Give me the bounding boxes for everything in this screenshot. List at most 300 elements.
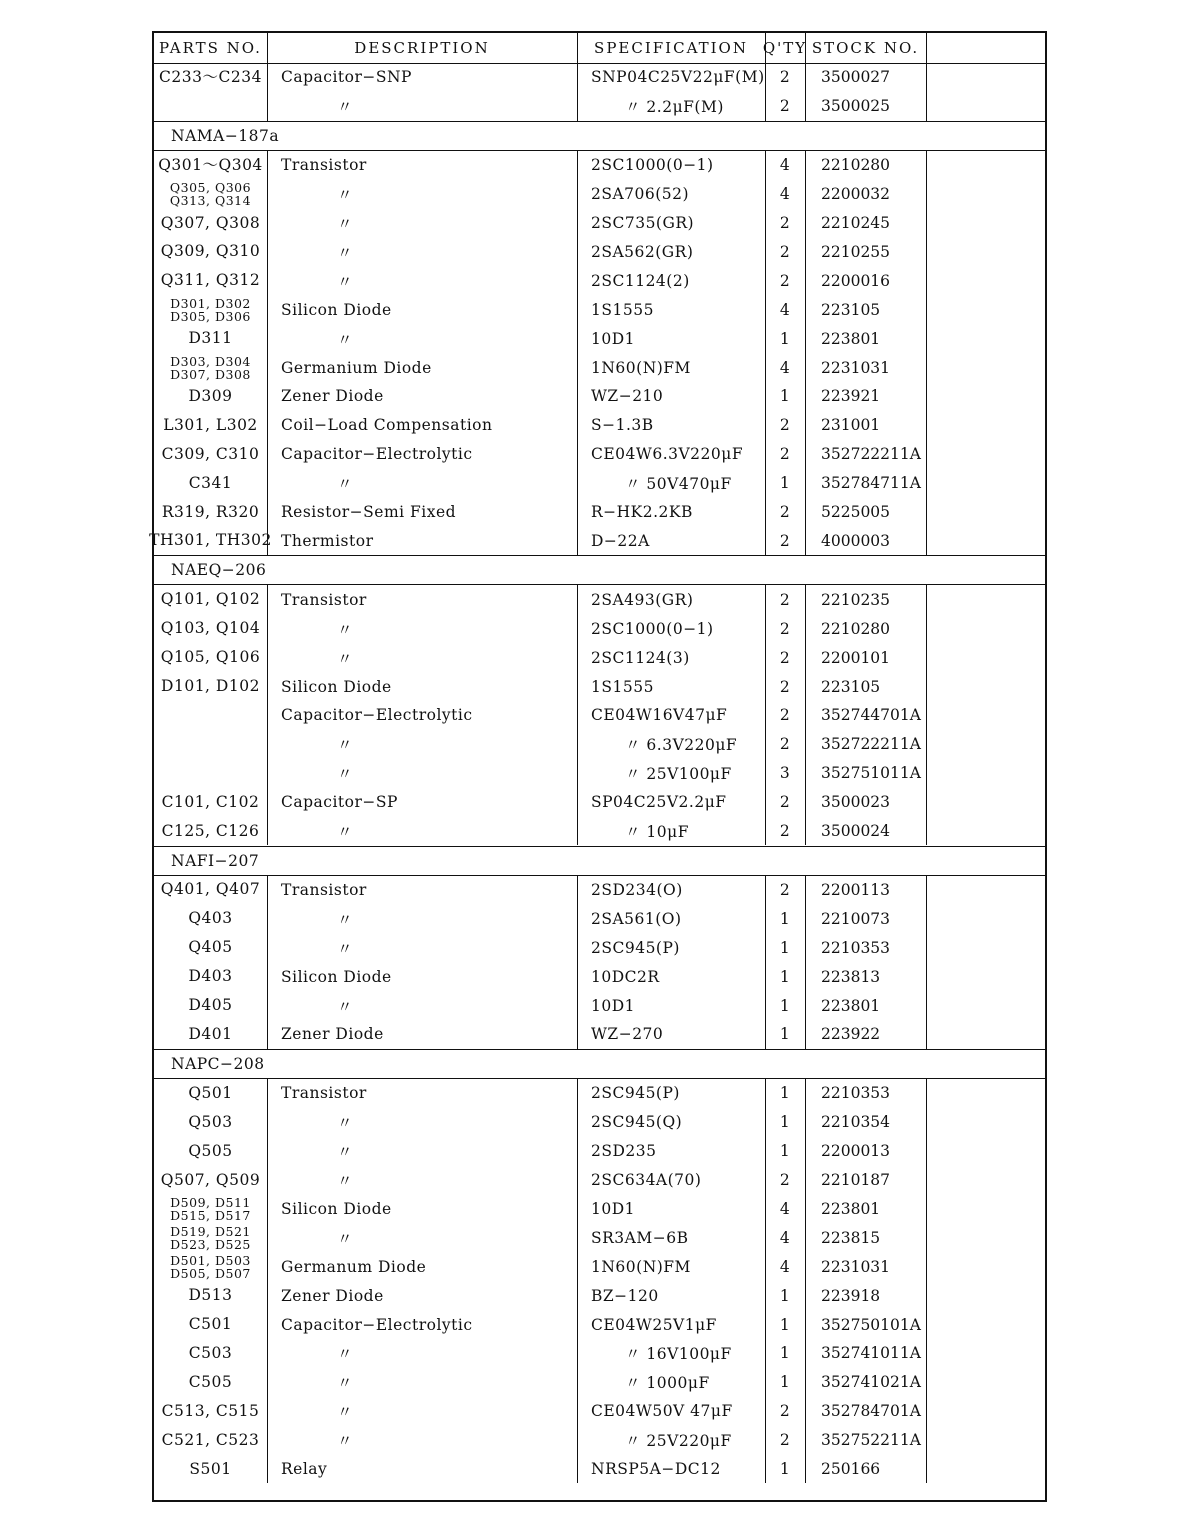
column-divider — [926, 151, 927, 556]
stock-number: 3500025 — [821, 97, 891, 116]
stock-number: 223801 — [821, 1199, 881, 1218]
part-number: Q105, Q106 — [160, 648, 261, 667]
specification: CE04W25V1μF — [591, 1315, 717, 1334]
part-number: TH301, TH302 — [149, 531, 272, 550]
description: Silicon Diode — [281, 300, 392, 319]
part-number: C501 — [188, 1315, 233, 1334]
specification: SR3AM−6B — [591, 1228, 689, 1247]
specification: 〃 50V470μF — [625, 475, 732, 494]
part-number: D519, D521 D523, D525 — [170, 1223, 251, 1252]
part-number — [154, 701, 267, 730]
part-number — [154, 730, 267, 759]
section-title: NAPC−208 — [154, 1049, 1045, 1079]
description: Transistor — [281, 880, 367, 899]
table-row — [154, 440, 1045, 469]
description: 〃 — [337, 1432, 354, 1451]
specification: 10D1 — [591, 996, 636, 1015]
stock-number: 250166 — [821, 1460, 881, 1479]
table-row — [154, 933, 1045, 962]
stock-number: 2210235 — [821, 590, 891, 609]
table-row — [154, 498, 1045, 527]
column-divider — [765, 585, 766, 845]
column-divider — [926, 1079, 927, 1484]
quantity: 4 — [779, 185, 791, 204]
table-row — [154, 180, 1045, 209]
part-number: Q403 — [188, 909, 233, 928]
specification: 10D1 — [591, 1199, 636, 1218]
part-number: D509, D511 D515, D517 — [170, 1194, 251, 1223]
part-number: C503 — [188, 1343, 233, 1362]
part-number: D401 — [188, 1024, 233, 1043]
specification: SP04C25V2.2μF — [591, 793, 727, 812]
table-row — [154, 1426, 1045, 1455]
description: 〃 — [337, 1229, 354, 1248]
specification: 2SC1124(2) — [591, 271, 690, 290]
description: 〃 — [337, 1403, 354, 1422]
quantity: 1 — [779, 474, 791, 493]
section-title: NAMA−187a — [154, 121, 1045, 151]
description: 〃 — [337, 765, 354, 784]
table-row — [154, 1108, 1045, 1137]
stock-number: 223801 — [821, 329, 881, 348]
specification: 〃 1000μF — [625, 1374, 710, 1393]
specification: 2SC1000(0−1) — [591, 619, 714, 638]
part-number: C309, C310 — [161, 444, 260, 463]
description: 〃 — [337, 1172, 354, 1191]
part-number: C233～C234 — [159, 67, 262, 86]
quantity: 2 — [779, 445, 791, 464]
stock-number: 352784701A — [821, 1402, 921, 1421]
stock-number: 223815 — [821, 1228, 881, 1247]
description: Zener Diode — [281, 387, 384, 406]
quantity: 4 — [779, 358, 791, 377]
description: Capacitor−SNP — [281, 68, 412, 87]
table-row — [154, 63, 1045, 92]
stock-number: 3500024 — [821, 822, 891, 841]
description: Capacitor−Electrolytic — [281, 445, 473, 464]
quantity: 1 — [779, 909, 791, 928]
quantity: 2 — [779, 793, 791, 812]
column-divider — [765, 151, 766, 556]
quantity: 2 — [779, 590, 791, 609]
table-row — [154, 1195, 1045, 1224]
specification: NRSP5A−DC12 — [591, 1460, 721, 1479]
quantity: 2 — [779, 242, 791, 261]
quantity: 4 — [779, 156, 791, 175]
column-divider — [577, 1079, 578, 1484]
specification: WZ−270 — [591, 1025, 664, 1044]
column-divider — [267, 876, 268, 1049]
description: 〃 — [337, 939, 354, 958]
part-number: Q305, Q306 Q313, Q314 — [169, 180, 252, 209]
part-number: D309 — [188, 386, 233, 405]
specification: 2SC945(P) — [591, 938, 680, 957]
stock-number: 352741021A — [821, 1373, 921, 1392]
column-divider — [577, 876, 578, 1049]
specification: 2SC945(Q) — [591, 1113, 683, 1132]
table-row — [154, 585, 1045, 614]
description: Zener Diode — [281, 1025, 384, 1044]
quantity: 2 — [779, 706, 791, 725]
quantity: 1 — [779, 967, 791, 986]
stock-number: 352744701A — [821, 706, 921, 725]
quantity: 2 — [779, 1402, 791, 1421]
stock-number: 2200013 — [821, 1142, 891, 1161]
table-row — [154, 759, 1045, 788]
quantity: 1 — [779, 329, 791, 348]
specification: R−HK2.2KB — [591, 503, 693, 522]
table-row — [154, 469, 1045, 498]
section-title: NAEQ−206 — [154, 555, 1045, 585]
quantity: 1 — [779, 996, 791, 1015]
description: 〃 — [337, 736, 354, 755]
table-row — [154, 295, 1045, 324]
specification: 2SA493(GR) — [591, 590, 694, 609]
quantity: 1 — [779, 1113, 791, 1132]
quantity: 2 — [779, 97, 791, 116]
table-row — [154, 382, 1045, 411]
part-number: C101, C102 — [161, 792, 260, 811]
description: 〃 — [337, 330, 354, 349]
specification: CE04W50V 47μF — [591, 1402, 733, 1421]
stock-number: 223813 — [821, 967, 881, 986]
stock-number: 2200032 — [821, 185, 891, 204]
part-number: D303, D304 D307, D308 — [170, 353, 251, 382]
stock-number: 2210280 — [821, 156, 891, 175]
table-row — [154, 92, 1045, 121]
quantity: 1 — [779, 387, 791, 406]
quantity: 1 — [779, 1142, 791, 1161]
description: Transistor — [281, 1084, 367, 1103]
description: Silicon Diode — [281, 677, 392, 696]
quantity: 4 — [779, 300, 791, 319]
part-number: Q507, Q509 — [160, 1170, 261, 1189]
stock-number: 3500027 — [821, 68, 891, 87]
description: 〃 — [337, 910, 354, 929]
quantity: 2 — [779, 68, 791, 87]
stock-number: 352752211A — [821, 1431, 921, 1450]
description-header: DESCRIPTION — [354, 39, 490, 57]
stock-number: 2210280 — [821, 619, 891, 638]
stock-number: 2210353 — [821, 938, 891, 957]
table-row — [154, 238, 1045, 267]
description: 〃 — [337, 215, 354, 234]
quantity: 2 — [779, 271, 791, 290]
table-row — [154, 876, 1045, 905]
column-divider — [805, 876, 806, 1049]
description: Germanium Diode — [281, 358, 432, 377]
column-divider — [926, 33, 927, 63]
description: Transistor — [281, 156, 367, 175]
table-row — [154, 788, 1045, 817]
part-number: Q311, Q312 — [160, 271, 261, 290]
stock-number: 223105 — [821, 300, 881, 319]
part-number: S501 — [189, 1459, 232, 1478]
table-row — [154, 1166, 1045, 1195]
qty-header: Q'TY — [762, 39, 808, 57]
specification: S−1.3B — [591, 416, 654, 435]
specification: 1N60(N)FM — [591, 358, 691, 377]
specification: 10DC2R — [591, 967, 660, 986]
column-divider — [267, 585, 268, 845]
stock-number: 223105 — [821, 677, 881, 696]
stock-number: 223921 — [821, 387, 881, 406]
column-divider — [577, 151, 578, 556]
specification: 〃 25V220μF — [625, 1432, 732, 1451]
description: Coil−Load Compensation — [281, 416, 493, 435]
parts-no-header: PARTS NO. — [159, 38, 262, 57]
stock-number: 352722211A — [821, 445, 921, 464]
column-divider — [926, 63, 927, 121]
table-row — [154, 1223, 1045, 1252]
stock-number: 4000003 — [821, 531, 891, 550]
stock-number: 2210255 — [821, 242, 891, 261]
table-row — [154, 672, 1045, 701]
quantity: 1 — [779, 1025, 791, 1044]
quantity: 2 — [779, 619, 791, 638]
part-number: C521, C523 — [161, 1430, 260, 1449]
description: Resistor−Semi Fixed — [281, 503, 457, 522]
quantity: 2 — [779, 648, 791, 667]
column-divider — [805, 1079, 806, 1484]
stock-number: 223801 — [821, 996, 881, 1015]
part-number: Q503 — [188, 1112, 233, 1131]
specification: 2SC634A(70) — [591, 1171, 702, 1190]
part-number: C125, C126 — [161, 821, 260, 840]
quantity: 1 — [779, 1460, 791, 1479]
description: 〃 — [337, 1143, 354, 1162]
quantity: 2 — [779, 503, 791, 522]
description: Transistor — [281, 590, 367, 609]
part-number — [154, 759, 267, 788]
quantity: 2 — [779, 677, 791, 696]
quantity: 1 — [779, 1286, 791, 1305]
description: Thermistor — [281, 531, 374, 550]
column-divider — [267, 33, 268, 63]
table-row — [154, 1020, 1045, 1049]
table-row — [154, 1137, 1045, 1166]
table-row — [154, 1310, 1045, 1339]
part-number: Q309, Q310 — [160, 242, 261, 261]
description: 〃 — [337, 186, 354, 205]
stock-number: 3500023 — [821, 793, 891, 812]
stock-number: 223918 — [821, 1286, 881, 1305]
table-row — [154, 1455, 1045, 1484]
quantity: 2 — [779, 214, 791, 233]
table-row — [154, 730, 1045, 759]
table-row — [154, 324, 1045, 353]
part-number: Q401, Q407 — [160, 880, 261, 899]
specification: BZ−120 — [591, 1286, 659, 1305]
stock-number: 352722211A — [821, 735, 921, 754]
quantity: 1 — [779, 1084, 791, 1103]
stock-number: 2200113 — [821, 880, 891, 899]
description: Capacitor−SP — [281, 793, 398, 812]
column-divider — [577, 63, 578, 121]
parts-list-table — [149, 31, 1047, 1502]
table-row — [154, 1079, 1045, 1108]
quantity: 1 — [779, 1315, 791, 1334]
table-header-row — [154, 33, 1045, 63]
quantity: 2 — [779, 1171, 791, 1190]
specification: 1S1555 — [591, 300, 654, 319]
specification: D−22A — [591, 531, 650, 550]
column-divider — [765, 63, 766, 121]
stock-number: 2210073 — [821, 909, 891, 928]
description: 〃 — [337, 997, 354, 1016]
specification: 2SA561(O) — [591, 909, 682, 928]
column-divider — [267, 1079, 268, 1484]
quantity: 2 — [779, 822, 791, 841]
specification: SNP04C25V22μF(M) — [591, 68, 765, 87]
part-number: C513, C515 — [161, 1401, 260, 1420]
specification: 〃 16V100μF — [625, 1345, 732, 1364]
table-row — [154, 643, 1045, 672]
part-number — [154, 92, 267, 121]
table-row — [154, 266, 1045, 295]
specification: 2SA562(GR) — [591, 242, 694, 261]
column-divider — [765, 876, 766, 1049]
quantity: 2 — [779, 531, 791, 550]
quantity: 4 — [779, 1257, 791, 1276]
column-divider — [926, 585, 927, 845]
stock-number: 352750101A — [821, 1315, 921, 1334]
table-row — [154, 209, 1045, 238]
description: 〃 — [337, 272, 354, 291]
stock-number: 5225005 — [821, 503, 891, 522]
specification: 〃 25V100μF — [625, 765, 732, 784]
part-number: L301, L302 — [163, 415, 258, 434]
description: Relay — [281, 1460, 328, 1479]
description: Capacitor−Electrolytic — [281, 706, 473, 725]
part-number: Q307, Q308 — [160, 213, 261, 232]
specification: 2SD234(O) — [591, 880, 683, 899]
stock-number: 2200101 — [821, 648, 891, 667]
stock-no-header: STOCK NO. — [811, 39, 920, 57]
table-row — [154, 614, 1045, 643]
column-divider — [805, 33, 806, 63]
part-number: D513 — [188, 1286, 233, 1305]
description: Silicon Diode — [281, 1199, 392, 1218]
specification-header: SPECIFICATION — [594, 39, 748, 57]
table-row — [154, 1339, 1045, 1368]
part-number: C341 — [188, 473, 233, 492]
column-divider — [805, 151, 806, 556]
stock-number: 2231031 — [821, 358, 891, 377]
table-row — [154, 1281, 1045, 1310]
table-row — [154, 411, 1045, 440]
table-row — [154, 151, 1045, 180]
part-number: D403 — [188, 967, 233, 986]
part-number: Q501 — [188, 1083, 233, 1102]
column-divider — [577, 33, 578, 63]
stock-number: 2210187 — [821, 1171, 891, 1190]
description: 〃 — [337, 649, 354, 668]
description: 〃 — [337, 1345, 354, 1364]
description: 〃 — [337, 243, 354, 262]
part-number: C505 — [188, 1372, 233, 1391]
table-row — [154, 353, 1045, 382]
stock-number: 223922 — [821, 1025, 881, 1044]
stock-number: 2210245 — [821, 214, 891, 233]
part-number: D311 — [188, 329, 233, 348]
stock-number: 352741011A — [821, 1344, 921, 1363]
stock-number: 231001 — [821, 416, 881, 435]
specification: WZ−210 — [591, 387, 664, 406]
table-row — [154, 701, 1045, 730]
description: Silicon Diode — [281, 967, 392, 986]
specification: 1N60(N)FM — [591, 1257, 691, 1276]
stock-number: 352751011A — [821, 764, 921, 783]
part-number: D405 — [188, 996, 233, 1015]
table-row — [154, 1252, 1045, 1281]
quantity: 1 — [779, 938, 791, 957]
column-divider — [765, 33, 766, 63]
part-number: D101, D102 — [161, 677, 260, 696]
part-number: D501, D503 D505, D507 — [170, 1252, 251, 1281]
specification: 〃 6.3V220μF — [625, 736, 738, 755]
part-number: Q505 — [188, 1141, 233, 1160]
quantity: 2 — [779, 735, 791, 754]
section-title: NAFI−207 — [154, 846, 1045, 876]
specification: 2SD235 — [591, 1142, 657, 1161]
specification: 〃 10μF — [625, 823, 689, 842]
part-number: Q103, Q104 — [160, 619, 261, 638]
description: 〃 — [337, 98, 354, 117]
quantity: 1 — [779, 1373, 791, 1392]
column-divider — [267, 151, 268, 556]
part-number: D301, D302 D305, D306 — [170, 295, 251, 324]
description: 〃 — [337, 475, 354, 494]
specification: 2SC735(GR) — [591, 214, 695, 233]
specification: 1S1555 — [591, 677, 654, 696]
description: Capacitor−Electrolytic — [281, 1315, 473, 1334]
column-divider — [926, 876, 927, 1049]
quantity: 3 — [779, 764, 791, 783]
column-divider — [805, 63, 806, 121]
specification: 10D1 — [591, 329, 636, 348]
quantity: 4 — [779, 1199, 791, 1218]
quantity: 2 — [779, 1431, 791, 1450]
table-row — [154, 817, 1045, 846]
specification: 2SC1000(0−1) — [591, 156, 714, 175]
part-number: Q301～Q304 — [158, 155, 263, 174]
table-row — [154, 904, 1045, 933]
stock-number: 2210354 — [821, 1113, 891, 1132]
table-row — [154, 1368, 1045, 1397]
column-divider — [267, 63, 268, 121]
part-number: R319, R320 — [161, 502, 260, 521]
description: Germanum Diode — [281, 1257, 427, 1276]
description: 〃 — [337, 1374, 354, 1393]
specification: CE04W6.3V220μF — [591, 445, 744, 464]
description: 〃 — [337, 620, 354, 639]
description: 〃 — [337, 1114, 354, 1133]
table-row — [149, 527, 1045, 556]
quantity: 1 — [779, 1344, 791, 1363]
specification: 2SC1124(3) — [591, 648, 690, 667]
stock-number: 2231031 — [821, 1257, 891, 1276]
description: Zener Diode — [281, 1286, 384, 1305]
stock-number: 2210353 — [821, 1084, 891, 1103]
specification: 2SA706(52) — [591, 185, 690, 204]
quantity: 2 — [779, 416, 791, 435]
table-row — [154, 962, 1045, 991]
quantity: 2 — [779, 880, 791, 899]
specification: 2SC945(P) — [591, 1084, 680, 1103]
column-divider — [805, 585, 806, 845]
stock-number: 2200016 — [821, 271, 891, 290]
